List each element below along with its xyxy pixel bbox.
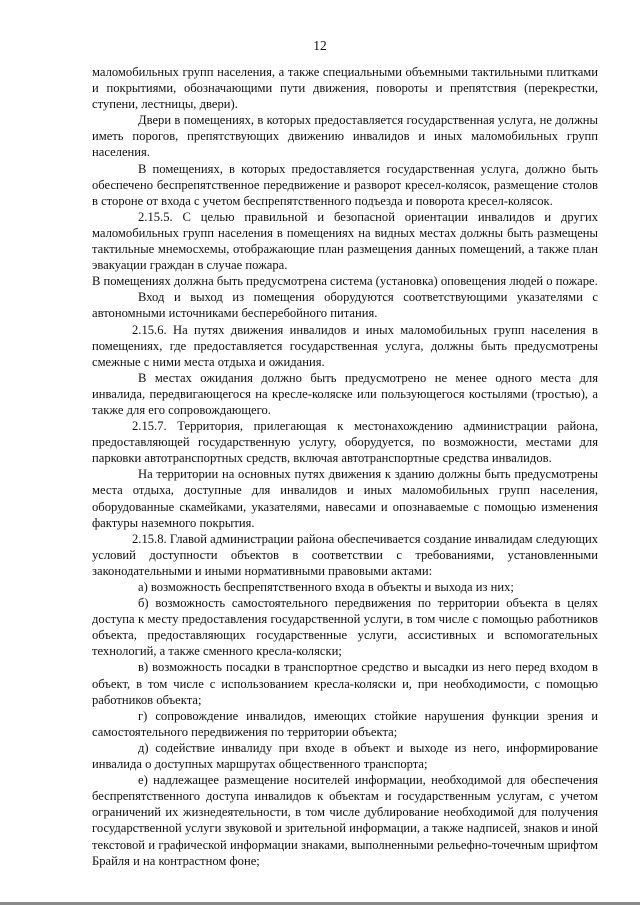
list-item-a: а) возможность беспрепятственного входа в объекты и выхода из них; [138, 580, 514, 594]
paragraph-fire-alarm: В помещениях должна быть предусмотрена система (установка) оповещения людей о пожаре. [92, 274, 598, 289]
paragraph-continuation: маломобильных групп населения, а также специальными объемными тактильными плитками и покрытиями, обозначающими пути движения, повороты и препятствия (перекрестки, ступени, лестницы, двери). [92, 65, 598, 112]
paragraph-wheelchair-movement: В помещениях, в которых предоставляется государственная услуга, должно быть обеспечено беспрепятственное передвижение и разворот кресел-колясок, размещение столов в стороне от входа с учетом беспрепятственного подъезда и поворота кресел-колясок. [92, 161, 598, 208]
paragraph-territory: На территории на основных путях движения к зданию должны быть предусмотрены места отдыха, доступные для инвалидов и иных маломобильных групп населения, оборудованные скамейками, указателями, навесами и опознаваемые с помощью изменения фактуры наземного покрытия. [92, 467, 598, 530]
list-item-g: г) сопровождение инвалидов, имеющих стойкие нарушения функции зрения и самостоятельного передвижения по территории объекта; [92, 708, 598, 739]
list-item-d: д) содействие инвалиду при входе в объект и выходе из него, информирование инвалида о доступных маршрутах общественного транспорта; [92, 740, 598, 772]
paragraph-2-15-8: 2.15.8. Главой администрации района обеспечивается создание инвалидам следующих условий доступности объектов в соответствии с требованиями, установленными законодательными и иными нормативными правовыми актами: [92, 531, 598, 578]
list-item-v: в) возможность посадки в транспортное средство и высадки из него перед входом в объект, в том числе с использованием кресла-коляски и, при необходимости, с помощью работников объекта; [92, 660, 598, 707]
paragraph-2-15-5: 2.15.5. С целью правильной и безопасной ориентации инвалидов и других маломобильных групп населения в помещениях на видных местах должны быть размещены тактильные мнемосхемы, отображающие план размещения данных помещений, а также план эвакуации граждан в случае пожара. [92, 209, 598, 273]
paragraph-2-15-6: 2.15.6. На путях движения инвалидов и иных маломобильных групп населения в помещениях, где предоставляется государственная услуга, должны быть предусмотрены смежные с ними места отдыха и ожидания. [92, 322, 598, 369]
document-body [92, 64, 598, 869]
paragraph-waiting-places: В местах ожидания должно быть предусмотрено не менее одного места для инвалида, передвигающегося на кресле-коляске или пользующегося костылями (тростью), а также для его сопровождающего. [92, 370, 598, 417]
paragraph-doors: Двери в помещениях, в которых предоставляется государственная услуга, не должны иметь порогов, препятствующих движению инвалидов и иных маломобильных групп населения. [92, 113, 598, 160]
paragraph-entrance-exit: Вход и выход из помещения оборудуются соответствующими указателями с автономными источниками бесперебойного питания. [92, 290, 598, 321]
list-item-b: б) возможность самостоятельного передвижения по территории объекта в целях доступа к месту предоставления государственной услуги, в том числе с помощью работников объекта, предоставляющих государственные услуги, ассистивных и вспомогательных технологий, а также сменного кресла-коляски; [92, 596, 598, 659]
page-number: 12 [313, 38, 327, 53]
paragraph-2-15-7: 2.15.7. Территория, прилегающая к местонахождению администрации района, предоставляющей государственную услугу, оборудуется, по возможности, местами для парковки автотранспортных средств, включая автотранспортные средства инвалидов. [92, 419, 598, 466]
list-item-e: е) надлежащее размещение носителей информации, необходимой для обеспечения беспрепятственного доступа инвалидов к объектам и государственным услугам, с учетом ограничений их жизнедеятельности, в том числе дублирование необходимой для получения государственной услуги звуковой и зрительной информации, а также надписей, знаков и иной текстовой и графической информации знаками, выполненными рельефно-точечным шрифтом Брайля и на контрастном фоне; [92, 773, 598, 868]
